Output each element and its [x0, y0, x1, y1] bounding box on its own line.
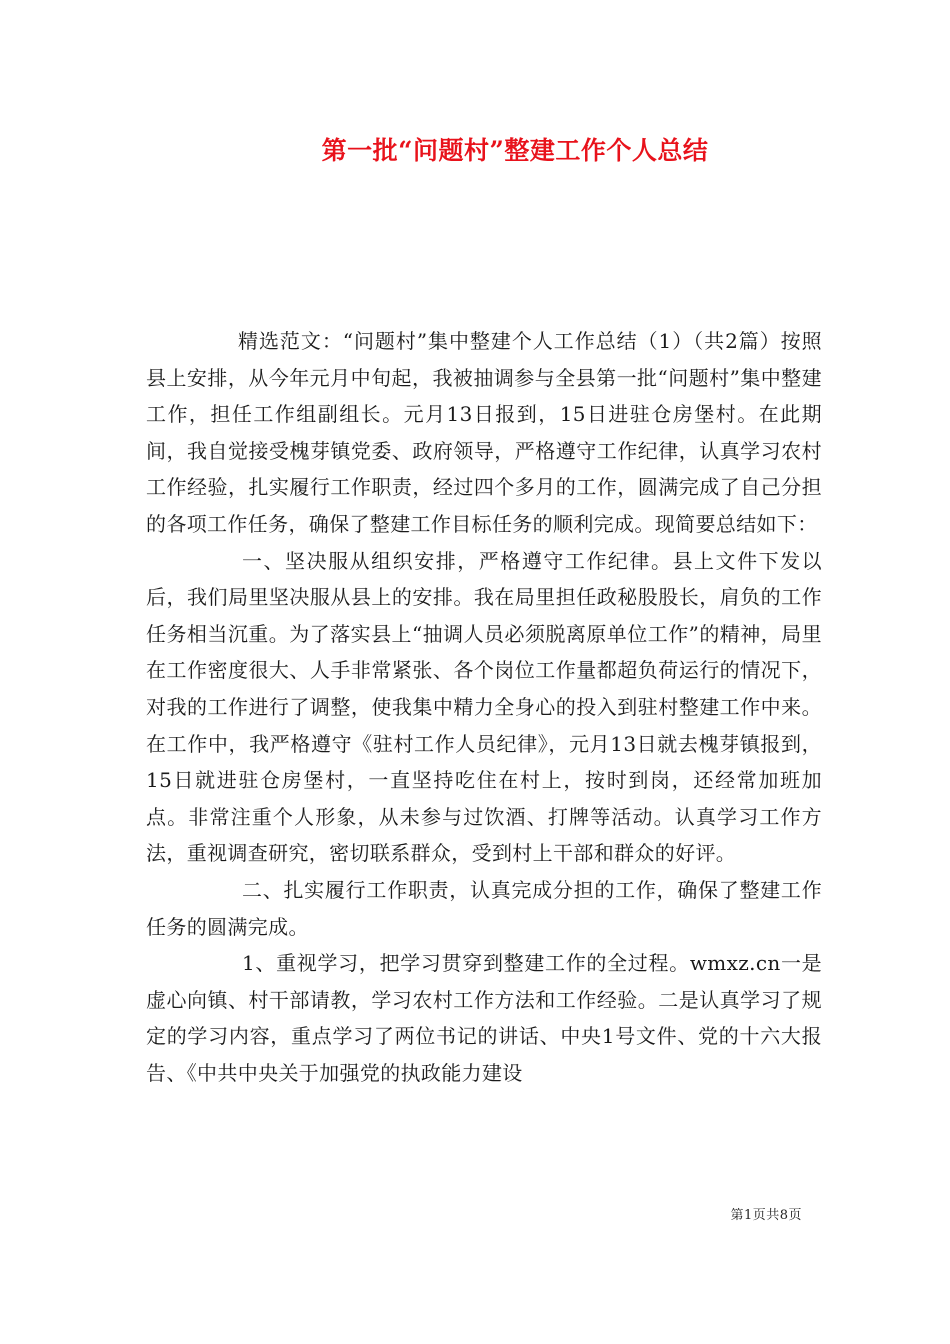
paragraph-item-one: 1、重视学习，把学习贯穿到整建工作的全过程。wmxz.cn一是虚心向镇、村干部请教，学习农村工作方法和工作经验。二是认真学习了规定的学习内容，重点学习了两位书记的讲话、中央1号文件、党的十六大报告、《中共中央关于加强党的执政能力建设 [146, 951, 822, 1085]
document-title: 第一批“问题村”整建工作个人总结 [321, 136, 709, 165]
paragraph-intro: 精选范文：“问题村”集中整建个人工作总结（1）（共2篇）按照县上安排，从今年元月中旬起，我被抽调参与全县第一批“问题村”集中整建工作，担任工作组副组长。元月13日报到，15日进驻仓房堡村。在此期间，我自觉接受槐芽镇党委、政府领导，严格遵守工作纪律，认真学习农村工作经验，扎实履行工作职责，经过四个多月的工作，圆满完成了自己分担的各项工作任务，确保了整建工作目标任务的顺利完成。现简要总结如下： [146, 329, 822, 536]
paragraph-section-two: 二、扎实履行工作职责，认真完成分担的工作，确保了整建工作任务的圆满完成。 [146, 877, 822, 939]
document-body [146, 323, 822, 1091]
paragraph-section-one: 一、坚决服从组织安排，严格遵守工作纪律。县上文件下发以后，我们局里坚决服从县上的安排。我在局里担任政秘股股长，肩负的工作任务相当沉重。为了落实县上“抽调人员必须脱离原单位工作”的精神，局里在工作密度很大、人手非常紧张、各个岗位工作量都超负荷运行的情况下，对我的工作进行了调整，使我集中精力全身心的投入到驻村整建工作中来。在工作中，我严格遵守《驻村工作人员纪律》，元月13日就去槐芽镇报到，15日就进驻仓房堡村，一直坚持吃住在村上，按时到岗，还经常加班加点。非常注重个人形象，从未参与过饮酒、打牌等活动。认真学习工作方法，重视调查研究，密切联系群众，受到村上干部和群众的好评。 [146, 548, 822, 866]
page-number: 第1页共8页 [730, 1208, 802, 1223]
